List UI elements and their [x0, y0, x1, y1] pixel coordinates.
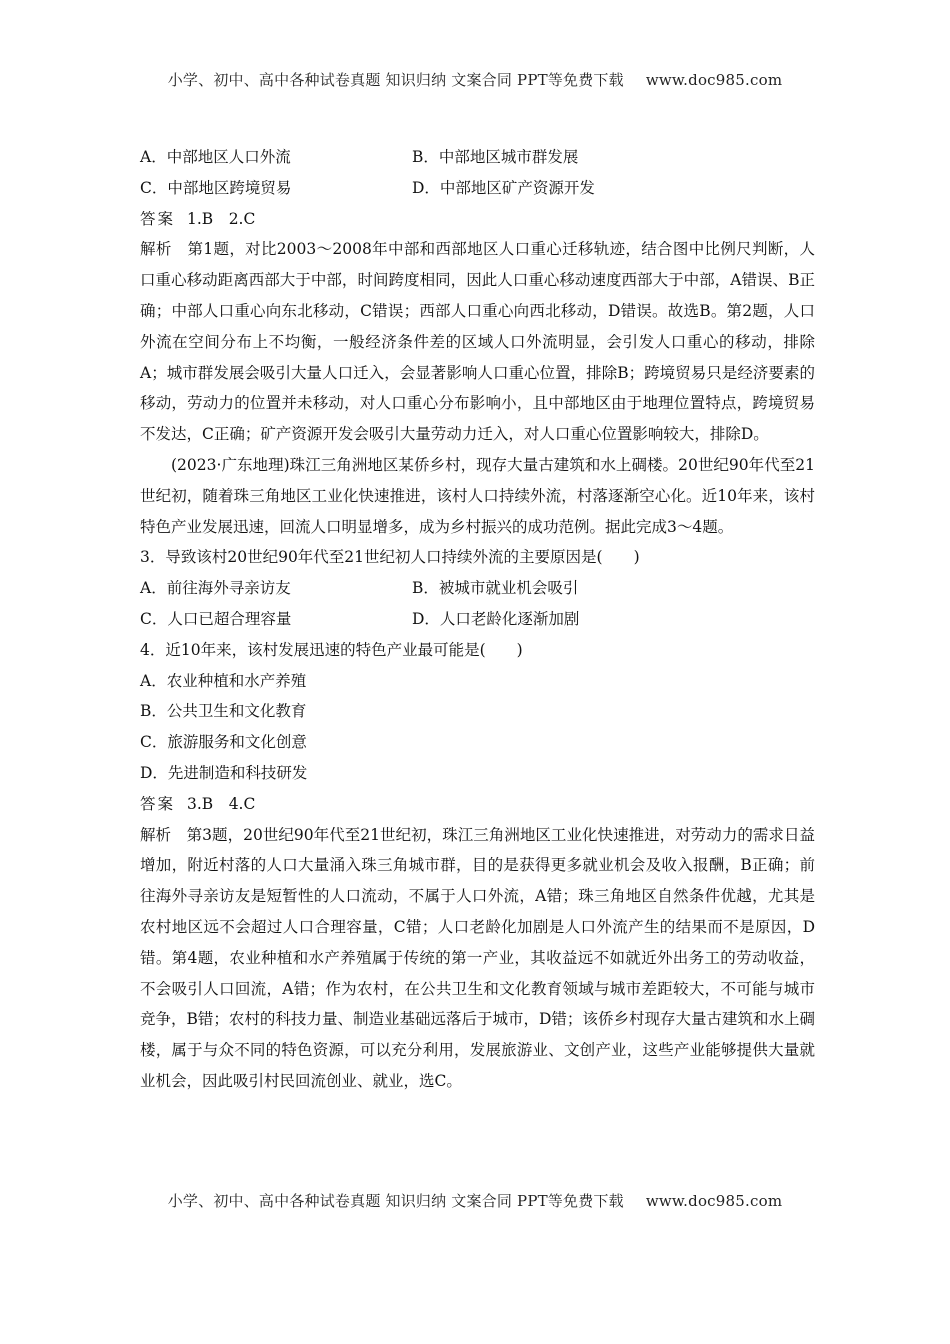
q4-option-d: D．先进制造和科技研发 [140, 763, 308, 782]
options-row-cd [140, 173, 815, 204]
analysis-3-4: 解析 第3题，20世纪90年代至21世纪初，珠江三角洲地区工业化快速推进，对劳动力的需求日益增加，附近村落的人口大量涌入珠三角城市群，目的是获得更多就业机会及收入报酬，B正确；前往海外寻亲访友是短暂性的人口流动，不属于人口外流，A错；珠三角地区自然条件优越，尤其是农村地区远不会超过人口合理容量，C错；人口老龄化加剧是人口外流产生的结果而不是原因，D错。第4题，农业种植和水产养殖属于传统的第一产业，其收益远不如就近外出务工的劳动收益，不会吸引人口回流，A错；作为农村，在公共卫生和文化教育领域与城市差距较大，不可能与城市竞争，B错；农村的科技力量、制造业基础远落后于城市，D错；该侨乡村现存大量古建筑和水上碉楼，属于与众不同的特色资源，可以充分利用，发展旅游业、文创产业，这些产业能够提供大量就业机会，因此吸引村民回流创业、就业，选C。 [140, 825, 815, 1090]
page-header [0, 69, 950, 90]
q3-option-d: D．人口老龄化逐渐加剧 [412, 609, 580, 628]
answer-label: 答案 [140, 794, 176, 813]
answer-value: 3.B 4.C [187, 794, 256, 813]
q3-stem: 3．导致该村20世纪90年代至21世纪初人口持续外流的主要原因是( ) [140, 548, 640, 567]
header-text: 小学、初中、高中各种试卷真题 知识归纳 文案合同 PPT等免费下载 [167, 71, 624, 89]
q3-option-b: B．被城市就业机会吸引 [412, 579, 579, 598]
q2-option-d: D．中部地区矿产资源开发 [412, 178, 595, 197]
material-paragraph: (2023·广东地理)珠江三角洲地区某侨乡村，现存大量古建筑和水上碉楼。20世纪90年代至21世纪初，随着珠三角地区工业化快速推进，该村人口持续外流，村落逐渐空心化。近10年来，该村特色产业发展迅速，回流人口明显增多，成为乡村振兴的成功范例。据此完成3～4题。 [140, 455, 815, 536]
page-content [140, 142, 815, 1097]
q2-option-a: A．中部地区人口外流 [140, 148, 291, 166]
q3-options-row-ab [140, 573, 815, 604]
header-site-link[interactable]: www.doc985.com [645, 71, 783, 89]
q4-stem: 4．近10年来，该村发展迅速的特色产业最可能是( ) [140, 640, 523, 659]
q4-option-b: B．公共卫生和文化教育 [140, 702, 307, 721]
q4-option-c: C．旅游服务和文化创意 [140, 733, 307, 752]
answer-1-2 [140, 204, 815, 235]
q4-option-a: A．农业种植和水产养殖 [140, 671, 307, 690]
page-footer [0, 1190, 950, 1211]
q3-option-c: C．人口已超合理容量 [140, 609, 292, 628]
footer-site-link[interactable]: www.doc985.com [645, 1192, 783, 1210]
answer-value: 1.B 2.C [187, 209, 256, 228]
q2-option-b: B．中部地区城市群发展 [412, 148, 579, 166]
q3-options-row-cd [140, 604, 815, 635]
answer-label: 答案 [140, 209, 176, 228]
q2-option-c: C．中部地区跨境贸易 [140, 178, 292, 197]
analysis-1-2: 解析 第1题，对比2003～2008年中部和西部地区人口重心迁移轨迹，结合图中比例尺判断，人口重心移动距离西部大于中部，时间跨度相同，因此人口重心移动速度西部大于中部，A错误、B正确；中部人口重心向东北移动，C错误；西部人口重心向西北移动，D错误。故选B。第2题，人口外流在空间分布上不均衡，一般经济条件差的区域人口外流明显，会引发人口重心的移动，排除A；城市群发展会吸引大量人口迁入，会显著影响人口重心位置，排除B；跨境贸易只是经济要素的移动，劳动力的位置并未移动，对人口重心分布影响小，且中部地区由于地理位置特点，跨境贸易不发达，C正确；矿产资源开发会吸引大量劳动力迁入，对人口重心位置影响较大，排除D。 [140, 240, 815, 444]
footer-text: 小学、初中、高中各种试卷真题 知识归纳 文案合同 PPT等免费下载 [167, 1192, 624, 1210]
options-row-ab [140, 142, 815, 173]
answer-3-4 [140, 789, 815, 820]
q3-option-a: A．前往海外寻亲访友 [140, 579, 291, 598]
